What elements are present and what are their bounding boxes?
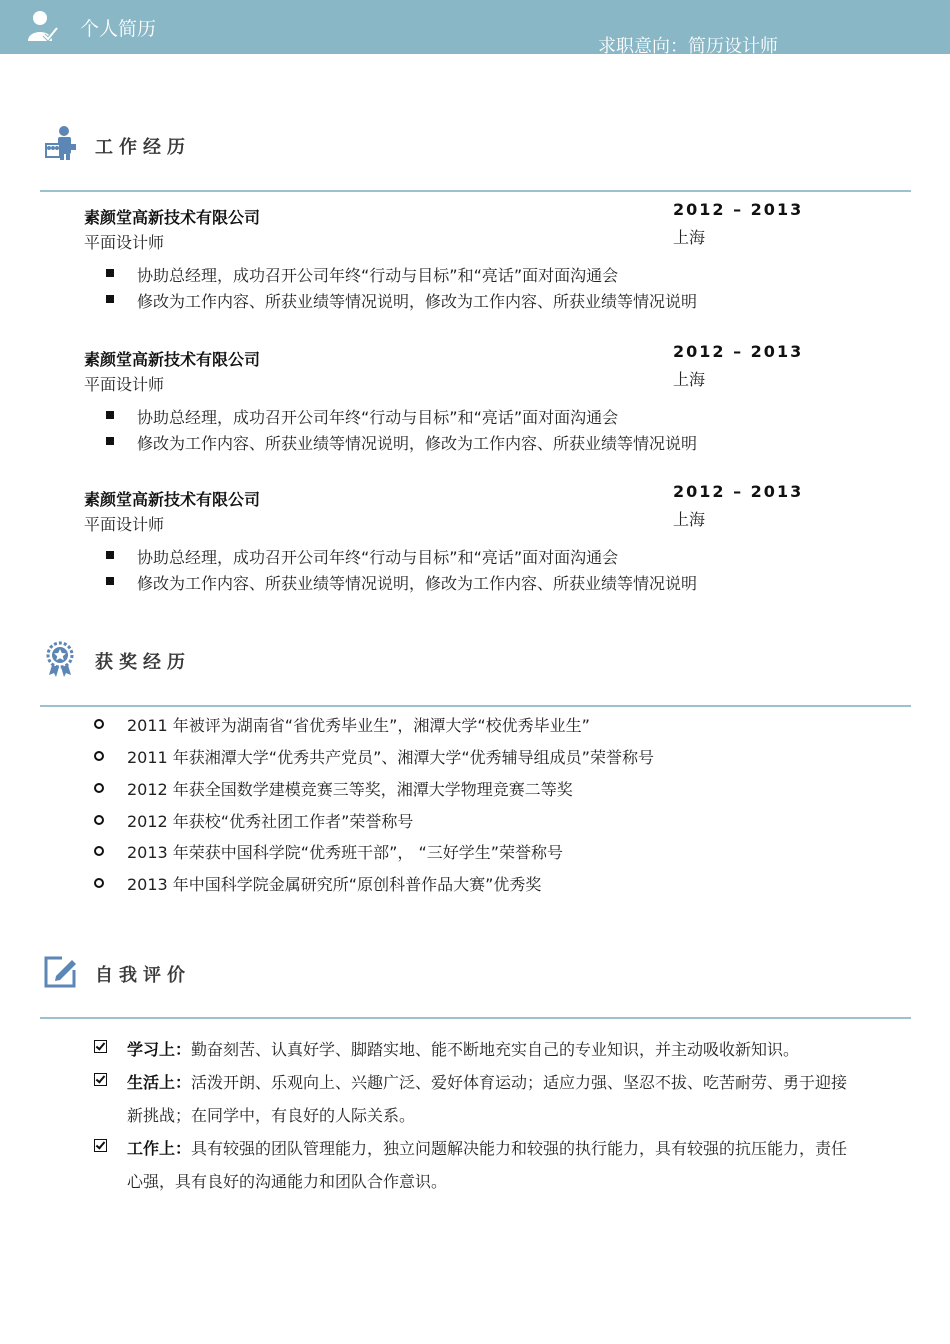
eval-label: 生活上： [127, 1073, 192, 1092]
square-bullet-icon [106, 577, 114, 585]
section-divider [40, 705, 911, 707]
section-divider [40, 1017, 911, 1019]
square-bullet-icon [106, 411, 114, 419]
eval-label: 学习上： [127, 1040, 192, 1059]
worker-icon [40, 124, 80, 164]
award-medal-icon [40, 639, 80, 679]
square-bullet-icon [106, 437, 114, 445]
job-period: 2012 – 2013 [673, 482, 804, 501]
eval-text: 具有较强的团队管理能力，独立问题解决能力和较强的执行能力，具有较强的抗压能力，责任 [191, 1139, 848, 1158]
circle-bullet-icon [94, 751, 104, 761]
eval-label: 工作上： [127, 1139, 192, 1158]
job-city: 上海 [673, 370, 706, 389]
job-period: 2012 – 2013 [673, 342, 804, 361]
job-city: 上海 [673, 228, 706, 247]
circle-bullet-icon [94, 878, 104, 888]
section-divider [40, 190, 911, 192]
circle-bullet-icon [94, 815, 104, 825]
eval-text: 勤奋刻苦、认真好学、脚踏实地、能不断地充实自己的专业知识，并主动吸收新知识。 [191, 1040, 800, 1059]
eval-text-cont: 心强，具有良好的沟通能力和团队合作意识。 [127, 1172, 448, 1191]
job-role: 平面设计师 [84, 233, 165, 252]
section-title-self: 自我评价 [95, 965, 191, 986]
section-title-awards: 获奖经历 [95, 652, 191, 673]
circle-bullet-icon [94, 719, 104, 729]
company-name: 素颜堂高新技术有限公司 [84, 208, 261, 227]
header-bar [0, 0, 950, 54]
square-bullet-icon [106, 295, 114, 303]
eval-text-cont: 新挑战；在同学中，有良好的人际关系。 [127, 1106, 416, 1125]
edit-icon [40, 952, 80, 992]
checkbox-icon [94, 1139, 107, 1152]
user-check-icon [26, 9, 60, 43]
job-role: 平面设计师 [84, 375, 165, 394]
circle-bullet-icon [94, 846, 104, 856]
job-period: 2012 – 2013 [673, 200, 804, 219]
company-name: 素颜堂高新技术有限公司 [84, 490, 261, 509]
checkbox-icon [94, 1040, 107, 1053]
resume-title: 个人简历 [80, 18, 157, 40]
job-city: 上海 [673, 510, 706, 529]
checkbox-icon [94, 1073, 107, 1086]
job-role: 平面设计师 [84, 515, 165, 534]
circle-bullet-icon [94, 783, 104, 793]
section-title-work: 工作经历 [95, 137, 191, 158]
square-bullet-icon [106, 269, 114, 277]
job-intent: 求职意向：简历设计师 [598, 36, 778, 54]
square-bullet-icon [106, 551, 114, 559]
company-name: 素颜堂高新技术有限公司 [84, 350, 261, 369]
eval-text: 活泼开朗、乐观向上、兴趣广泛、爱好体育运动；适应力强、坚忍不拔、吃苦耐劳、勇于迎接 [191, 1073, 848, 1092]
